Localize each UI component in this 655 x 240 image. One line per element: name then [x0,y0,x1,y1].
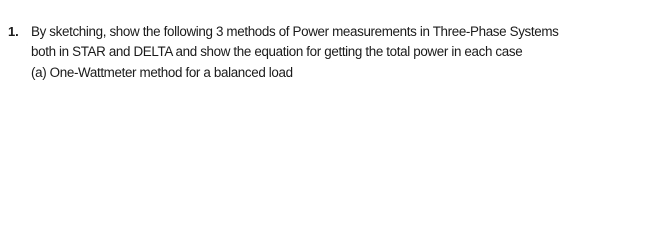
question-block [0,0,655,87]
question-text-line-1: By sketching, show the following 3 methods of Power measurements in Three-Phase Systems [31,24,559,39]
question-text-line-2: both in STAR and DELTA and show the equation for getting the total power in each case [31,44,523,59]
question-number: 1. [8,24,19,39]
sub-question-a: (a) One-Wattmeter method for a balanced load [31,65,293,80]
